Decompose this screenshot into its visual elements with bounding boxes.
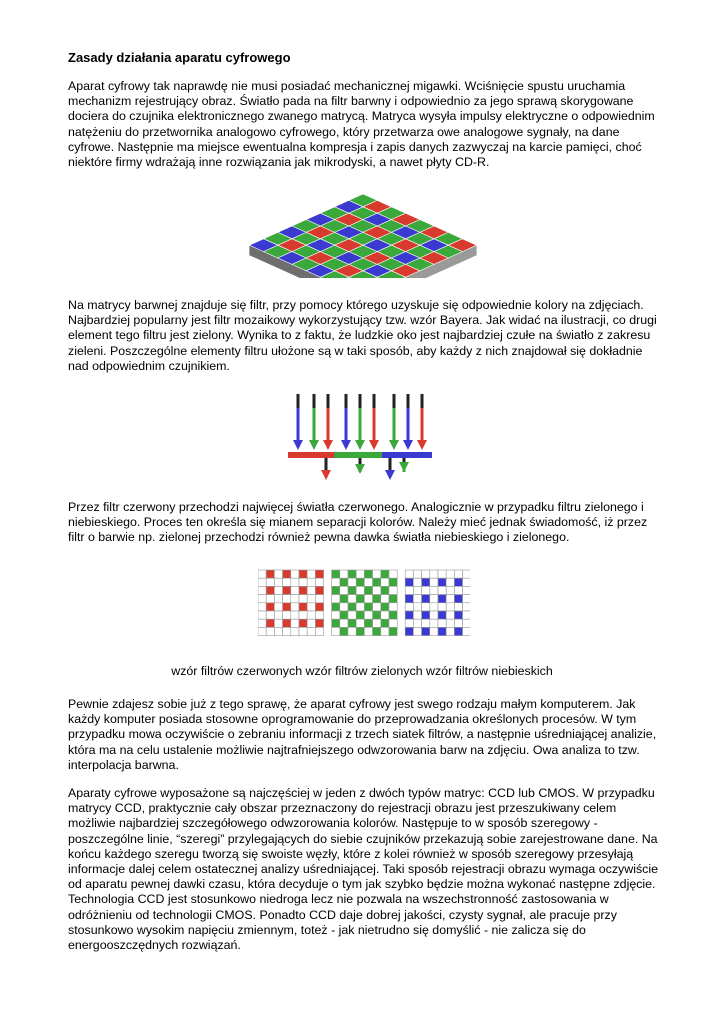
arrow-head xyxy=(417,440,427,450)
filter-grid-cell xyxy=(463,570,470,578)
filter-grid-cell xyxy=(446,578,454,586)
filter-grid-cell xyxy=(307,611,315,619)
filter-grid-cell xyxy=(430,611,438,619)
filter-grid-cell xyxy=(332,578,340,586)
filter-grid-cell xyxy=(413,619,421,627)
filter-grid-cell xyxy=(430,570,438,578)
filter-grid-cell xyxy=(454,578,462,586)
filter-grid-cell xyxy=(364,619,372,627)
filter-grid-cell xyxy=(283,578,291,586)
filter-grid-cell xyxy=(332,611,340,619)
filter-grid-cell xyxy=(389,586,397,594)
filter-grid-cell xyxy=(389,627,397,635)
filter-grid-cell xyxy=(258,586,266,594)
filter-grid-cell xyxy=(381,603,389,611)
filter-grid-cell xyxy=(438,595,446,603)
filter-grid-cell xyxy=(332,619,340,627)
filter-grid-cell xyxy=(332,586,340,594)
filter-grid-cell xyxy=(299,578,307,586)
filter-grid-cell xyxy=(381,570,389,578)
filter-grid-cell xyxy=(446,619,454,627)
filter-grid-cell xyxy=(389,611,397,619)
filter-grid-cell xyxy=(258,595,266,603)
filter-grid-cell xyxy=(356,603,364,611)
filter-grid-cell xyxy=(299,586,307,594)
color-separation-diagram xyxy=(286,390,436,486)
filter-grid-cell xyxy=(299,627,307,635)
filter-grid-cell xyxy=(315,570,323,578)
arrow-head xyxy=(403,440,413,450)
filter-grid-cell xyxy=(373,627,381,635)
filter-grid-cell xyxy=(413,578,421,586)
filter-grid-cell xyxy=(283,595,291,603)
filter-grid-cell xyxy=(332,570,340,578)
filter-grid-cell xyxy=(299,570,307,578)
filter-grid-cell xyxy=(422,603,430,611)
filter-grid-cell xyxy=(422,619,430,627)
arrow-head xyxy=(389,440,399,450)
filter-grid-cell xyxy=(413,570,421,578)
filter-grid-cell xyxy=(430,578,438,586)
filter-grid-cell xyxy=(389,578,397,586)
filter-grid-cell xyxy=(356,578,364,586)
filter-grid-cell xyxy=(266,570,274,578)
filter-grid-cell xyxy=(381,611,389,619)
filter-grid-cell xyxy=(340,586,348,594)
filter-grid-cell xyxy=(463,619,470,627)
arrow-head xyxy=(323,440,333,450)
filter-grid-cell xyxy=(348,595,356,603)
paragraph-3: Przez filtr czerwony przechodzi najwięcej światła czerwonego. Analogicznie w przypadku filtru zielonego i niebieskiego. Proces ten określa się mianem separacji kolorów. Należy mieć jednak świadomość, iż przez filtr o barwie np. zielonej przechodzi również pewna dawka światła niebieskiego i zielonego. xyxy=(68,500,648,545)
filter-grid-cell xyxy=(356,611,364,619)
filter-grid-cell xyxy=(373,595,381,603)
filter-grid-cell xyxy=(430,627,438,635)
red-filter-pattern xyxy=(258,570,324,636)
filter-grid-cell xyxy=(274,619,282,627)
filter-grid-cell xyxy=(381,627,389,635)
filter-grid-cell xyxy=(405,578,413,586)
filter-patterns-illustration xyxy=(258,566,470,640)
filter-grid-cell xyxy=(266,619,274,627)
arrow-head xyxy=(385,470,395,480)
filter-grid-cell xyxy=(364,595,372,603)
filter-grid-cell xyxy=(454,570,462,578)
filter-grid-cell xyxy=(364,578,372,586)
filter-grid-cell xyxy=(307,586,315,594)
filter-grid-cell xyxy=(446,627,454,635)
filter-grid-cell xyxy=(283,611,291,619)
filter-grid-cell xyxy=(356,570,364,578)
filter-grid-cell xyxy=(307,578,315,586)
filter-grid-cell xyxy=(413,595,421,603)
filter-grid-cell xyxy=(454,603,462,611)
filter-grid-cell xyxy=(266,627,274,635)
filter-grid-cell xyxy=(373,586,381,594)
filter-grid-cell xyxy=(340,578,348,586)
filter-grid-cell xyxy=(291,578,299,586)
filter-grid-cell xyxy=(274,570,282,578)
filter-grid-cell xyxy=(413,586,421,594)
filter-grid-cell xyxy=(307,603,315,611)
filter-grid-cell xyxy=(356,619,364,627)
filter-grid-cell xyxy=(315,578,323,586)
filter-grid-cell xyxy=(274,586,282,594)
paragraph-2: Na matrycy barwnej znajduje się filtr, przy pomocy którego uzyskuje się odpowiednie kolory na zdjęciach. Najbardziej popularny jest filtr mozaikowy wykorzystujący tzw. wzór Bayera. Jak widać na ilustracji, co drugi element tego filtru jest zielony. Wynika to z faktu, że ludzkie oko jest najbardziej czułe na światło z zakresu zieleni. Poszczególne elementy filtru ułożone są w taki sposób, aby każdy z nich znajdował się dokładnie nad odpowiednim czujnikiem. xyxy=(68,298,657,373)
filter-grid-cell xyxy=(340,627,348,635)
filter-grid-cell xyxy=(266,603,274,611)
arrow-head xyxy=(369,440,379,450)
filter-grid-cell xyxy=(364,586,372,594)
filter-grid-cell xyxy=(315,627,323,635)
filter-grid-cell xyxy=(422,570,430,578)
filter-grid-cell xyxy=(364,611,372,619)
filter-grid-cell xyxy=(438,586,446,594)
filter-grid-cell xyxy=(291,611,299,619)
filter-grid-cell xyxy=(381,619,389,627)
filter-grid-cell xyxy=(438,619,446,627)
filter-grid-cell xyxy=(373,619,381,627)
filter-grid-cell xyxy=(454,619,462,627)
filter-grid-cell xyxy=(340,595,348,603)
filter-grid-cell xyxy=(364,603,372,611)
filter-grid-cell xyxy=(446,586,454,594)
filter-grid-cell xyxy=(299,595,307,603)
filter-grid-cell xyxy=(438,570,446,578)
filter-grid-cell xyxy=(422,611,430,619)
filter-grid-cell xyxy=(258,627,266,635)
filter-grid-cell xyxy=(340,611,348,619)
filter-grid-cell xyxy=(373,603,381,611)
filter-grid-cell xyxy=(446,570,454,578)
filter-grid-cell xyxy=(405,586,413,594)
filter-grid-cell xyxy=(291,586,299,594)
filter-grid-cell xyxy=(315,619,323,627)
filter-grid-cell xyxy=(274,603,282,611)
filter-grid-cell xyxy=(389,570,397,578)
filter-grid-cell xyxy=(332,603,340,611)
arrow-head xyxy=(293,440,303,450)
filter-grid-cell xyxy=(258,570,266,578)
filter-grid-cell xyxy=(348,611,356,619)
filter-grid-cell xyxy=(373,578,381,586)
filter-grid-cell xyxy=(307,619,315,627)
filter-grid-cell xyxy=(332,627,340,635)
filter-grid-cell xyxy=(307,595,315,603)
filter-grid-cell xyxy=(274,595,282,603)
filter-grid-cell xyxy=(283,619,291,627)
filter-grid-cell xyxy=(291,570,299,578)
filter-grid-cell xyxy=(389,595,397,603)
filter-grid-cell xyxy=(299,603,307,611)
filter-grid-cell xyxy=(291,595,299,603)
filter-grid-cell xyxy=(348,570,356,578)
filter-grid-cell xyxy=(438,627,446,635)
filter-grid-cell xyxy=(438,578,446,586)
filter-grid-cell xyxy=(364,570,372,578)
filter-grid-cell xyxy=(405,627,413,635)
filter-grid-cell xyxy=(463,627,470,635)
filter-grid-cell xyxy=(446,595,454,603)
filter-grid-cell xyxy=(340,570,348,578)
filter-grid-cell xyxy=(463,611,470,619)
filter-grid-cell xyxy=(422,595,430,603)
paragraph-4: Pewnie zdajesz sobie już z tego sprawę, że aparat cyfrowy jest swego rodzaju małym komputerem. Jak każdy komputer posiada stosowne oprogramowanie do przeprowadzania określonych procesów. W tym przypadku mowa oczywiście o zebraniu informacji z trzech siatek filtrów, a następnie uśredniającej analizie, która ma na celu ustalenie możliwie najtrafniejszego odwzorowania barw na zdjęciu. Owa analiza to tzw. interpolacja barwna. xyxy=(68,697,657,772)
arrow-head xyxy=(399,462,409,472)
arrow-head xyxy=(309,440,319,450)
filter-grid-cell xyxy=(274,611,282,619)
filter-grid-cell xyxy=(291,603,299,611)
filter-bar-segment xyxy=(288,452,334,458)
filter-grid-cell xyxy=(381,578,389,586)
arrow-head xyxy=(355,440,365,450)
filter-grid-cell xyxy=(274,627,282,635)
filter-grid-cell xyxy=(413,627,421,635)
filter-grid-cell xyxy=(315,586,323,594)
filter-grid-cell xyxy=(430,595,438,603)
filter-grid-cell xyxy=(438,611,446,619)
blue-filter-pattern xyxy=(405,570,470,636)
filter-grid-cell xyxy=(373,570,381,578)
filter-grid-cell xyxy=(454,586,462,594)
filter-grid-cell xyxy=(348,586,356,594)
filter-grid-cell xyxy=(340,619,348,627)
filter-grid-cell xyxy=(299,611,307,619)
filter-grid-cell xyxy=(454,611,462,619)
filter-patterns-caption: wzór filtrów czerwonych wzór filtrów zielonych wzór filtrów niebieskich xyxy=(171,664,553,678)
filter-grid-cell xyxy=(307,627,315,635)
filter-grid-cell xyxy=(422,578,430,586)
filter-grid-cell xyxy=(356,586,364,594)
filter-grid-cell xyxy=(422,627,430,635)
bayer-sensor-illustration xyxy=(248,190,478,278)
filter-grid-cell xyxy=(381,586,389,594)
filter-grid-cell xyxy=(356,595,364,603)
filter-grid-cell xyxy=(405,611,413,619)
filter-grid-cell xyxy=(274,578,282,586)
filter-grid-cell xyxy=(413,611,421,619)
filter-grid-cell xyxy=(405,619,413,627)
filter-grid-cell xyxy=(283,603,291,611)
arrow-head xyxy=(341,440,351,450)
filter-grid-cell xyxy=(266,578,274,586)
filter-grid-cell xyxy=(422,586,430,594)
filter-grid-cell xyxy=(307,570,315,578)
filter-grid-cell xyxy=(315,595,323,603)
filter-grid-cell xyxy=(332,595,340,603)
filter-grid-cell xyxy=(389,619,397,627)
filter-grid-cell xyxy=(291,619,299,627)
filter-grid-cell xyxy=(283,586,291,594)
filter-grid-cell xyxy=(438,603,446,611)
filter-grid-cell xyxy=(348,627,356,635)
filter-grid-cell xyxy=(405,570,413,578)
filter-grid-cell xyxy=(266,586,274,594)
filter-bar-segment xyxy=(382,452,432,458)
filter-grid-cell xyxy=(446,611,454,619)
filter-grid-cell xyxy=(258,611,266,619)
filter-grid-cell xyxy=(348,578,356,586)
filter-grid-cell xyxy=(291,627,299,635)
filter-grid-cell xyxy=(446,603,454,611)
filter-grid-cell xyxy=(266,595,274,603)
filter-grid-cell xyxy=(463,578,470,586)
filter-grid-cell xyxy=(454,595,462,603)
filter-grid-cell xyxy=(283,570,291,578)
paragraph-1: Aparat cyfrowy tak naprawdę nie musi posiadać mechanicznej migawki. Wciśnięcie spustu uruchamia mechanizm rejestrujący obraz. Światło pada na filtr barwny i odpowiednio za jego sprawą skorygowane dociera do czujnika elektronicznego zwanego matrycą. Matryca wysyła impulsy elektryczne o odpowiednim natężeniu do przetwornika analogowo cyfrowego, który przetwarza owe analogowe sygnały, na dane cyfrowe. Następnie ma miejsce ewentualna kompresja i zapis danych zazwyczaj na karcie pamięci, choć niektóre firmy wdrażają inne rozwiązania jak mikrodyski, a nawet płyty CD-R. xyxy=(68,79,655,170)
filter-grid-cell xyxy=(364,627,372,635)
filter-grid-cell xyxy=(463,586,470,594)
filter-grid-cell xyxy=(405,595,413,603)
filter-grid-cell xyxy=(454,627,462,635)
filter-grid-cell xyxy=(430,586,438,594)
filter-grid-cell xyxy=(389,603,397,611)
filter-grid-cell xyxy=(381,595,389,603)
filter-grid-cell xyxy=(373,611,381,619)
filter-grid-cell xyxy=(258,578,266,586)
filter-grid-cell xyxy=(258,619,266,627)
arrow-head xyxy=(321,470,331,480)
filter-grid-cell xyxy=(266,611,274,619)
filter-grid-cell xyxy=(283,627,291,635)
filter-grid-cell xyxy=(463,603,470,611)
filter-grid-cell xyxy=(463,595,470,603)
filter-grid-cell xyxy=(348,603,356,611)
filter-grid-cell xyxy=(405,603,413,611)
document-title: Zasady działania aparatu cyfrowego xyxy=(68,50,291,65)
filter-grid-cell xyxy=(258,603,266,611)
filter-grid-cell xyxy=(315,603,323,611)
filter-grid-cell xyxy=(348,619,356,627)
filter-grid-cell xyxy=(299,619,307,627)
green-filter-pattern xyxy=(332,570,398,636)
arrow-head xyxy=(355,464,365,474)
paragraph-5: Aparaty cyfrowe wyposażone są najczęściej w jeden z dwóch typów matryc: CCD lub CMOS. W przypadku matrycy CCD, praktycznie cały obszar przeznaczony do rejestracji obrazu jest przeszukiwany celem możliwie najbardziej szczegółowego odwzorowania kolorów. Następuje to w sposób szeregowy - poszczególne linie, “szeregi” przylegających do siebie czujników przekazują sobie zarejestrowane dane. Na końcu każdego szeregu tworzą się swoiste węzły, które z kolei również w sposób szeregowy przesyłają informacje dalej celem ostatecznej analizy uśredniającej. Taki sposób rejestracji obrazu wymaga oczywiście od aparatu pewnej dawki czasu, która decyduje o tym jak szybko będzie można wykonać następne zdjęcie. Technologia CCD jest stosunkowo niedroga lecz nie pozwala na wszechstronność zastosowania w odróżnieniu od technologii CMOS. Ponadto CCD daje dobrej jakości, czysty sygnał, ale pracuje przy stosunkowo wysokim napięciu zmiennym, toteż - jak nietrudno się domyślić - nie zalicza się do energooszczędnych rozwiązań. xyxy=(68,786,658,953)
filter-bar-segment xyxy=(334,452,382,458)
filter-grid-cell xyxy=(430,619,438,627)
filter-grid-cell xyxy=(340,603,348,611)
filter-grid-cell xyxy=(413,603,421,611)
filter-grid-cell xyxy=(356,627,364,635)
filter-grid-cell xyxy=(430,603,438,611)
filter-grid-cell xyxy=(315,611,323,619)
